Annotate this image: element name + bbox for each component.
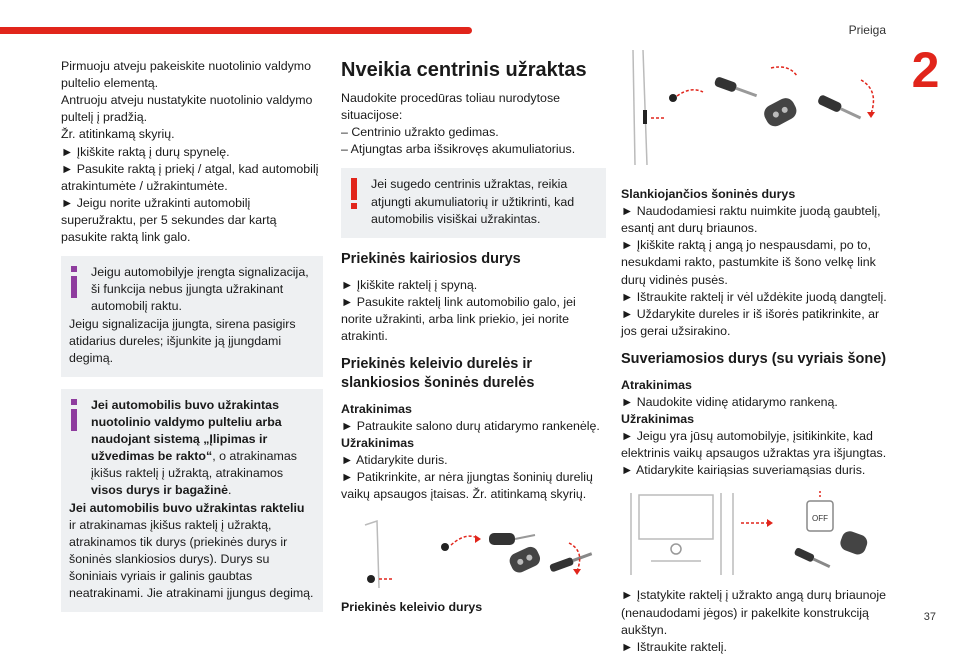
step: ► Atidarykite kairiąsias suveriamąsias duris. bbox=[621, 463, 866, 478]
paragraph: Antruoju atveju nustatykite nuotolinio valdymo pultelį į pradžią. bbox=[61, 93, 313, 125]
note-text: , o atrakinamas įkišus raktelį į užraktą, atrakinamos bbox=[91, 449, 297, 481]
paragraph: Žr. atitinkamą skyrių. bbox=[61, 127, 175, 142]
label-unlock: Atrakinimas bbox=[341, 401, 412, 416]
info-icon bbox=[69, 264, 91, 300]
section-title: Prieiga bbox=[848, 23, 886, 37]
step: ► Patikrinkite, ar nėra įjungtas šoninių durelių vaikų apsaugos įtaisas. Žr. atitinkamą skyrių. bbox=[341, 470, 593, 502]
note-text: Jeigu signalizacija įjungta, sirena pasigirs atidarius dureles; išjunkite ją įjungdami degimą. bbox=[69, 316, 296, 365]
step: ► Naudodamiesi raktu nuimkite juodą gaubtelį, esantį ant durų briaunos. bbox=[621, 204, 881, 236]
hinged-door-illustration bbox=[621, 489, 893, 579]
step: ► Patraukite salono durų atidarymo rankenėlę. bbox=[341, 418, 600, 433]
warning-note bbox=[341, 168, 606, 237]
heading-driver-door: Priekinės kairiosios durys bbox=[341, 250, 521, 267]
step: ► Jeigu norite užrakinti automobilį superužraktu, per 5 sekundes dar kartą pasukite raktą link galo. bbox=[61, 195, 277, 245]
paragraph: Naudokite procedūras toliau nurodytose situacijose: bbox=[341, 91, 561, 123]
list-item: – Atjungtas arba išsikrovęs akumuliatorius. bbox=[341, 142, 576, 157]
step: ► Įkiškite raktą į angą jo nespausdami, po to, nesukdami rakto, pastumkite iš šono velkę link durų vidinės pusės. bbox=[621, 238, 876, 287]
note-bold: visos durys ir bagažinė bbox=[91, 483, 229, 498]
note-bold: Jei automobilis buvo užrakintas rakteliu bbox=[69, 500, 305, 515]
info-icon bbox=[69, 397, 91, 433]
door-lock-diagram bbox=[357, 513, 597, 595]
figure-caption: Priekinės keleivio durys bbox=[341, 600, 483, 615]
hinged-door-diagram bbox=[621, 489, 893, 579]
note-text: . bbox=[228, 483, 232, 498]
step: ► Pasukite raktą į priekį / atgal, kad automobilį atrakintumėte / užrakintumėte. bbox=[61, 161, 319, 193]
warning-icon bbox=[349, 176, 371, 212]
column-3 bbox=[621, 58, 893, 656]
sliding-door-illustration bbox=[621, 50, 893, 180]
column-1 bbox=[61, 58, 323, 624]
step: ► Įkiškite raktelį į spyną. bbox=[341, 277, 478, 292]
heading-main: Nveikia centrinis užraktas bbox=[341, 59, 587, 81]
heading-hinged-doors: Suveriamosios durys (su vyriais šone) bbox=[621, 350, 887, 367]
column-2 bbox=[341, 58, 606, 617]
header-accent-bar bbox=[0, 27, 472, 34]
label-unlock: Atrakinimas bbox=[621, 377, 692, 392]
step: ► Ištraukite raktelį ir vėl uždėkite juodą dangtelį. bbox=[621, 289, 887, 304]
label-sliding-door: Slankiojančios šoninės durys bbox=[621, 187, 796, 201]
label-lock: Užrakinimas bbox=[341, 435, 415, 450]
passenger-door-illustration bbox=[357, 513, 597, 595]
step: ► Įstatykite raktelį į užrakto angą durų briaunoje (nenaudodami jėgos) ir pakelkite konstrukciją aukštyn. bbox=[621, 588, 887, 637]
step: ► Naudokite vidinę atidarymo rankeną. bbox=[621, 394, 838, 409]
sliding-door-diagram bbox=[621, 50, 893, 180]
heading-passenger-door: Priekinės keleivio durelės ir slankiosios šoninės durelės bbox=[341, 356, 535, 391]
note-bold: Jei automobilis buvo užrakintas nuotolinio valdymo pulteliu arba naudojant sistemą „Įlipimas ir užvedimas be rakto“ bbox=[91, 397, 282, 464]
page-number: 37 bbox=[923, 611, 936, 623]
step: ► Atidarykite duris. bbox=[341, 453, 448, 468]
info-note bbox=[61, 256, 323, 377]
note-text: Jeigu automobilyje įrengta signalizacija, ši funkcija nebus įjungta užrakinant automobilį raktu. bbox=[91, 265, 309, 314]
list-item: – Centrinio užrakto gedimas. bbox=[341, 125, 499, 140]
note-text: ir atrakinamas įkišus raktelį į užraktą, atrakinamos tik durys (priekinės durys ir šoninės slankiosios durys). Durys su šoniniais vyriais ir galinis gaubtas neatrakinami. Jie atrakinami įjungus degimą. bbox=[69, 517, 314, 601]
paragraph: Pirmuoju atveju pakeiskite nuotolinio valdymo pultelio elementą. bbox=[61, 59, 312, 91]
step: ► Įkiškite raktą į durų spynelę. bbox=[61, 144, 230, 159]
info-note bbox=[61, 389, 323, 612]
step: ► Pasukite raktelį link automobilio galo, jei norite užrakinti, arba link priekio, jei norite atrakinti. bbox=[341, 294, 576, 343]
step: ► Jeigu yra jūsų automobilyje, įsitikinkite, kad elektrinis vaikų apsaugos užraktas yra išjungtas. bbox=[621, 429, 887, 461]
step: ► Ištraukite raktelį. bbox=[621, 639, 727, 654]
step: ► Uždarykite dureles ir iš išorės patikrinkite, ar jos gerai užsirakino. bbox=[621, 306, 880, 338]
chapter-number: 2 bbox=[891, 40, 960, 100]
label-lock: Užrakinimas bbox=[621, 412, 695, 427]
off-label: OFF bbox=[812, 514, 828, 524]
warning-text: Jei sugedo centrinis užraktas, reikia atjungti akumuliatorių ir užtikrinti, kad automobilis visiškai užrakintas. bbox=[371, 177, 575, 226]
